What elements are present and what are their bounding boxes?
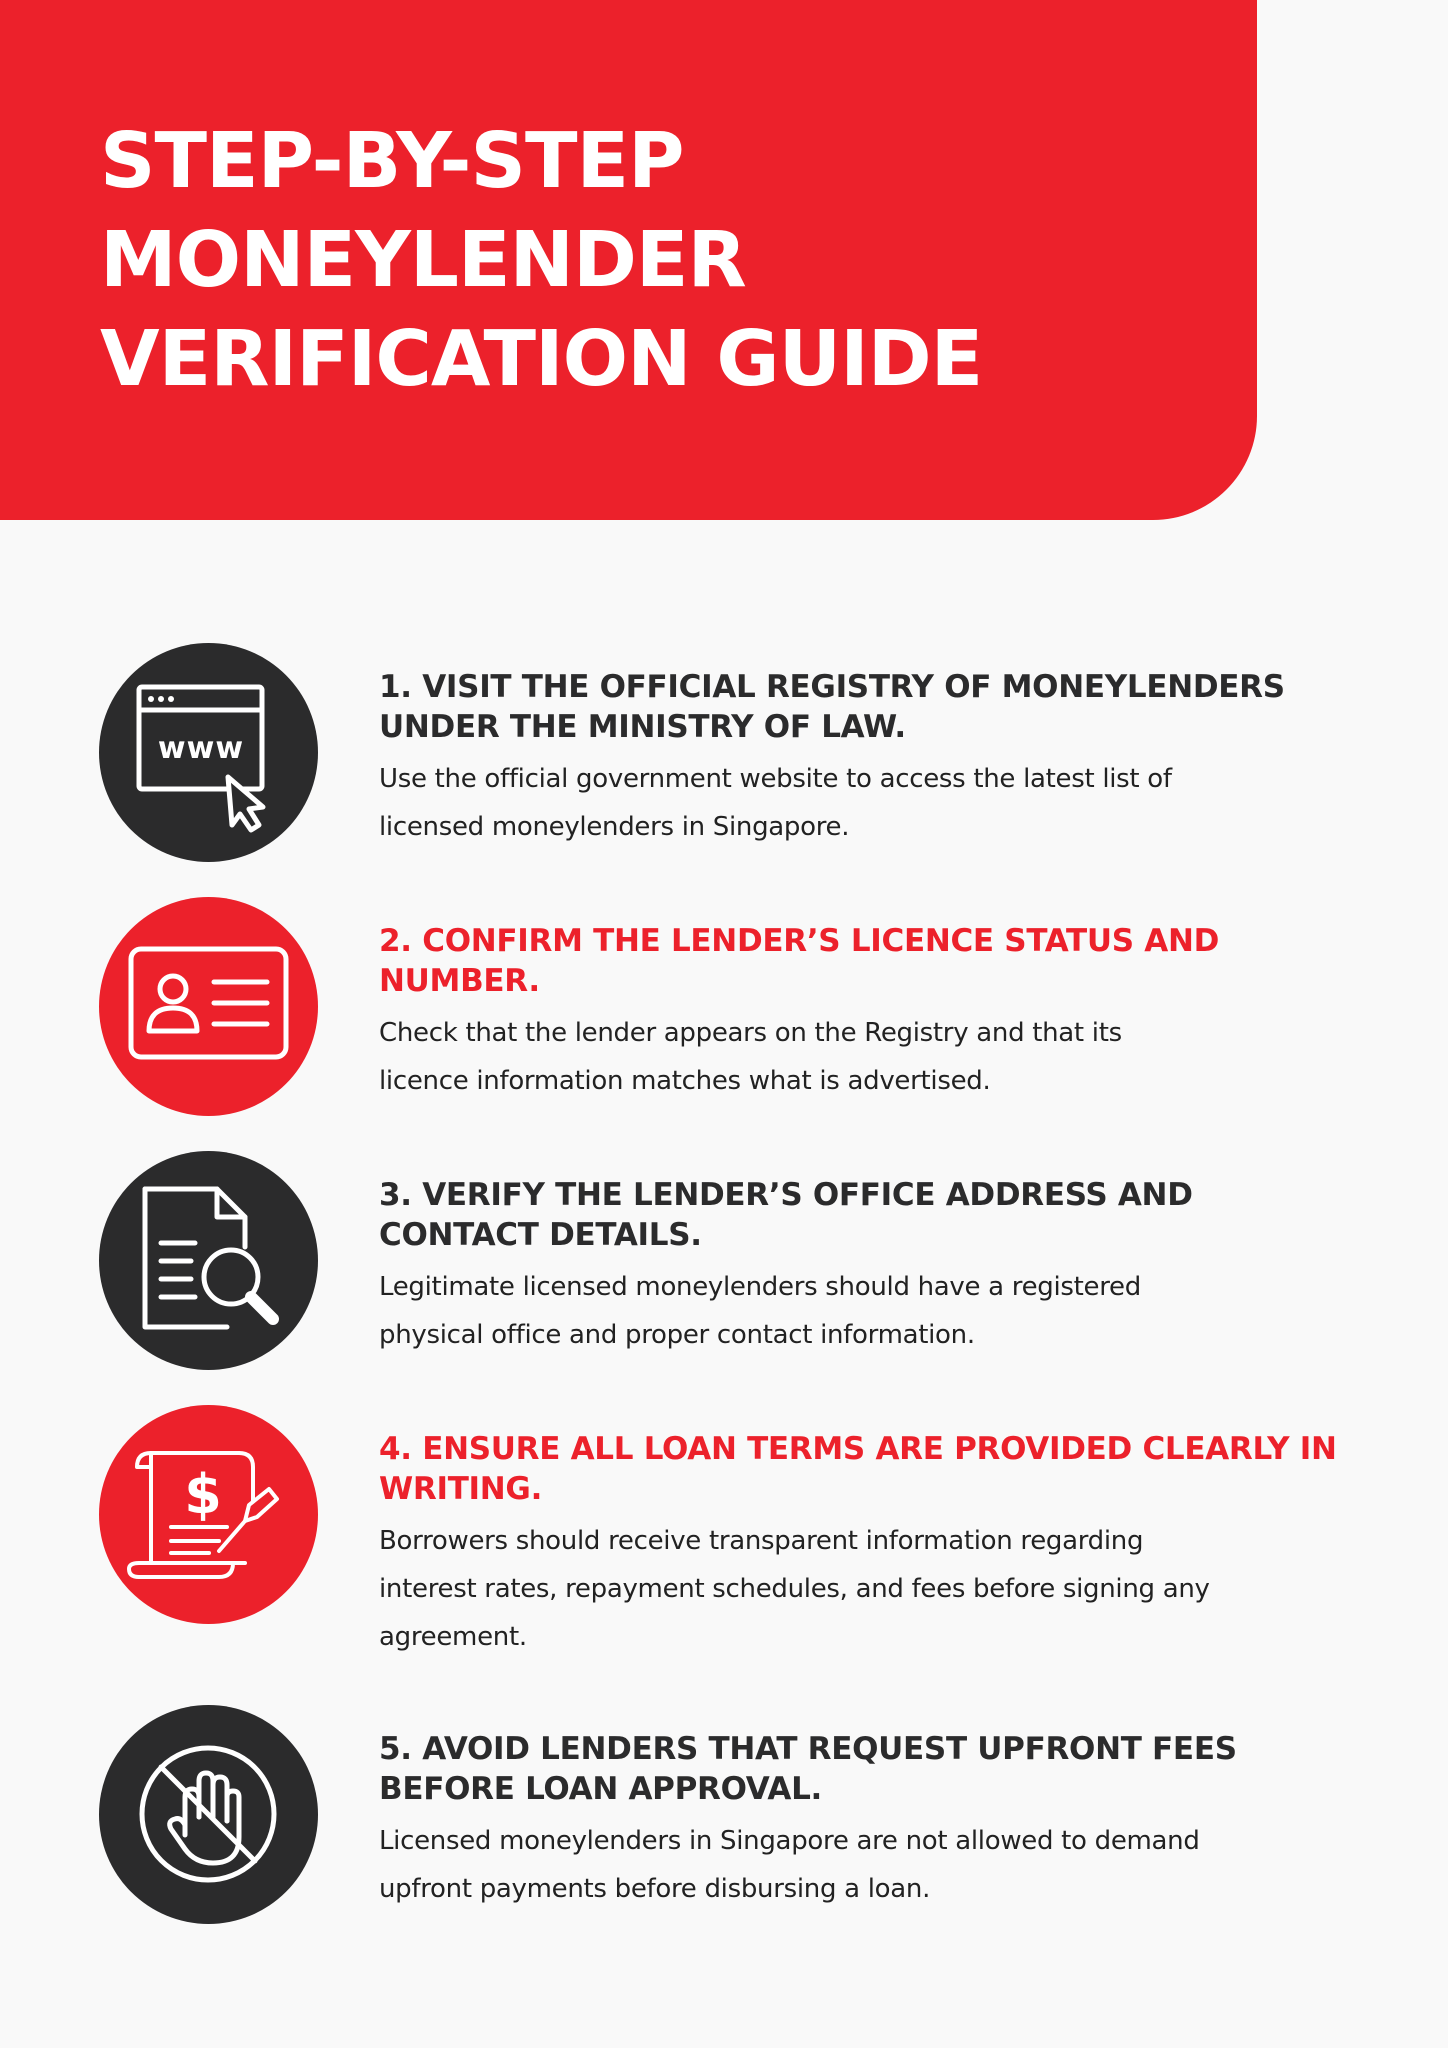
step-body-line: upfront payments before disbursing a loan. bbox=[379, 1874, 931, 1904]
step-1-text bbox=[379, 667, 1379, 851]
step-1-body bbox=[379, 755, 1379, 851]
step-body-line: agreement. bbox=[379, 1622, 527, 1652]
svg-text:www: www bbox=[157, 731, 245, 766]
step-heading-line: 1. VISIT THE OFFICIAL REGISTRY OF MONEYLENDERS bbox=[379, 669, 1285, 705]
page-title bbox=[100, 112, 982, 409]
page-title-line: MONEYLENDER bbox=[100, 216, 746, 305]
step-heading-line: WRITING. bbox=[379, 1471, 543, 1507]
www-browser-cursor-icon bbox=[99, 643, 318, 862]
step-heading-line: NUMBER. bbox=[379, 963, 540, 999]
step-heading-line: 4. ENSURE ALL LOAN TERMS ARE PROVIDED CLEARLY IN bbox=[379, 1431, 1337, 1467]
step-body-line: Check that the lender appears on the Registry and that its bbox=[379, 1018, 1122, 1048]
step-body-line: licence information matches what is advertised. bbox=[379, 1066, 991, 1096]
step-2-text bbox=[379, 921, 1379, 1105]
step-heading-line: 2. CONFIRM THE LENDER’S LICENCE STATUS AND bbox=[379, 923, 1220, 959]
step-body-line: physical office and proper contact information. bbox=[379, 1320, 975, 1350]
svg-text:$: $ bbox=[184, 1463, 222, 1526]
step-1-icon-circle bbox=[99, 643, 318, 862]
step-5-body bbox=[379, 1817, 1379, 1913]
step-body-line: interest rates, repayment schedules, and fees before signing any bbox=[379, 1574, 1210, 1604]
step-body-line: licensed moneylenders in Singapore. bbox=[379, 812, 850, 842]
step-5-heading bbox=[379, 1729, 1379, 1809]
step-3-icon-circle bbox=[99, 1151, 318, 1370]
step-body-line: Use the official government website to access the latest list of bbox=[379, 764, 1172, 794]
step-3-body bbox=[379, 1263, 1379, 1359]
step-3-heading bbox=[379, 1175, 1379, 1255]
step-4-heading bbox=[379, 1429, 1379, 1509]
id-card-icon bbox=[99, 897, 318, 1116]
page-title-line: VERIFICATION GUIDE bbox=[100, 315, 983, 404]
document-search-icon bbox=[99, 1151, 318, 1370]
step-body-line: Licensed moneylenders in Singapore are not allowed to demand bbox=[379, 1826, 1200, 1856]
step-heading-line: CONTACT DETAILS. bbox=[379, 1217, 702, 1253]
step-3-text bbox=[379, 1175, 1379, 1359]
step-heading-line: 3. VERIFY THE LENDER’S OFFICE ADDRESS AND bbox=[379, 1177, 1193, 1213]
no-hand-stop-icon bbox=[99, 1705, 318, 1924]
step-5-text bbox=[379, 1729, 1379, 1913]
step-2-body bbox=[379, 1009, 1379, 1105]
step-4-text bbox=[379, 1429, 1379, 1661]
step-body-line: Borrowers should receive transparent information regarding bbox=[379, 1526, 1144, 1556]
step-heading-line: 5. AVOID LENDERS THAT REQUEST UPFRONT FEES bbox=[379, 1731, 1237, 1767]
step-heading-line: BEFORE LOAN APPROVAL. bbox=[379, 1771, 823, 1807]
step-4-icon-circle bbox=[99, 1405, 318, 1624]
loan-contract-icon bbox=[99, 1405, 318, 1624]
step-4-body bbox=[379, 1517, 1379, 1661]
step-body-line: Legitimate licensed moneylenders should have a registered bbox=[379, 1272, 1141, 1302]
step-2-heading bbox=[379, 921, 1379, 1001]
header-banner bbox=[0, 0, 1257, 520]
step-5-icon-circle bbox=[99, 1705, 318, 1924]
page-title-line: STEP-BY-STEP bbox=[100, 117, 684, 206]
step-2-icon-circle bbox=[99, 897, 318, 1116]
step-heading-line: UNDER THE MINISTRY OF LAW. bbox=[379, 709, 906, 745]
step-1-heading bbox=[379, 667, 1379, 747]
